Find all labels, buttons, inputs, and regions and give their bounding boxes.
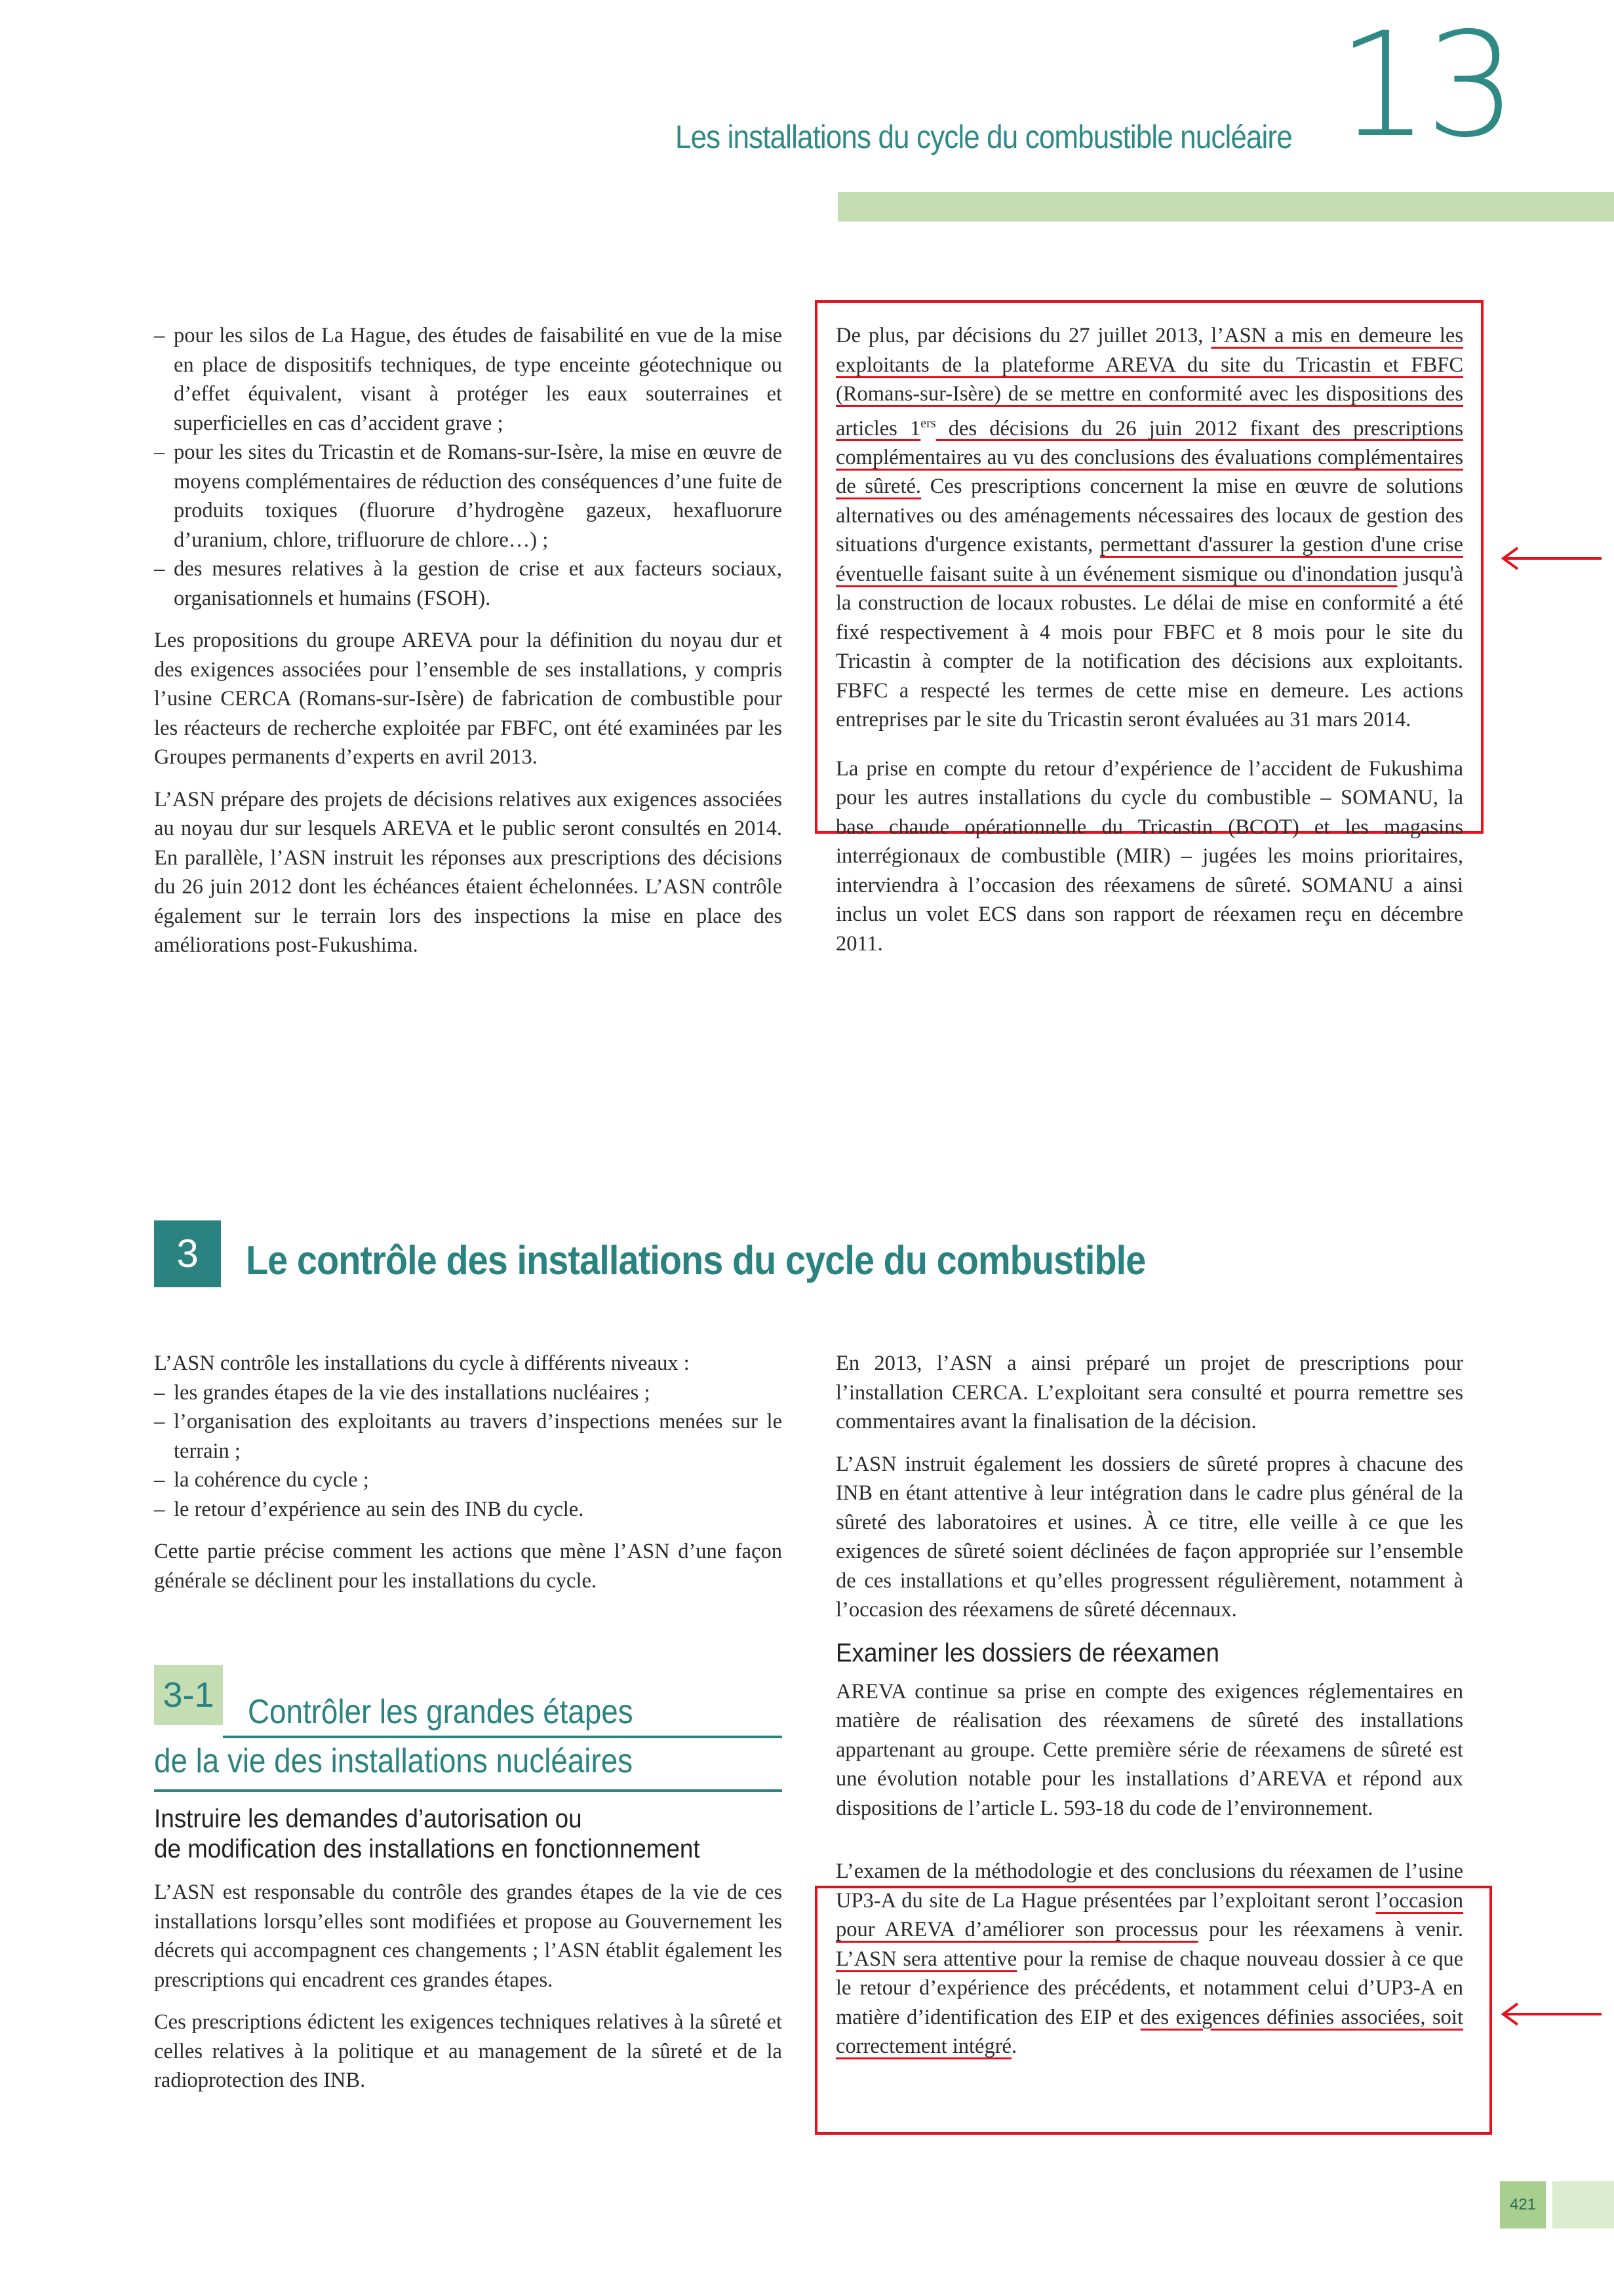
paragraph: Ces prescriptions édictent les exigences techniques relatives à la sûreté et celles relatives à la politique et au management de la sûreté et de la radioprotection des INB.	[154, 2010, 782, 2092]
column-right-top	[836, 321, 1463, 971]
arrow-left-icon	[1498, 2001, 1603, 2027]
underlined-text: des décisions du 26 juin 2012 fixant des prescriptions complémentaires au vu des conclusions des évaluations complémentaires de sûreté.	[836, 416, 1463, 499]
underlined-text: permettant d'assurer la gestion d'une crise éventuelle faisant suite à un événement sismique ou d'inondation	[836, 533, 1463, 586]
paragraph: La prise en compte du retour d’expérience de l’accident de Fukushima pour les autres installations du cycle du combustible – SOMANU, la base chaude opérationnelle du Tricastin (BCOT) et les magasins interrégionaux de combustible (MIR) – jugées les moins prioritaires, interviendra à l’occasion des réexamens de sûreté. SOMANU a ainsi inclus un volet ECS dans son rapport de réexamen reçu en décembre 2011.	[836, 756, 1463, 956]
boxed-paragraph: L’examen de la méthodologie et des conclusions du réexamen de l’usine UP3-A du site de La Hague présentées par l’exploitant seront l’occasion pour AREVA d’améliorer son processus pour les réexamens à venir. L’ASN sera attentive pour la remise de chaque nouveau dossier à ce que le retour d’expérience des précédents, et notamment celui d’UP3-A en matière d’identification des EIP et des exigences définies associées, soit correctement intégré.	[836, 1859, 1464, 2058]
column-left-middle	[154, 1349, 782, 1608]
paragraph: En 2013, l’ASN a ainsi préparé un projet de prescriptions pour l’installation CERCA. L’exploitant sera consulté et pourra remettre ses commentaires avant la finalisation de la décision.	[836, 1352, 1463, 1433]
subheading: Instruire les demandes d’autorisation ou	[154, 1804, 582, 1833]
chapter-number: 13	[1337, 1, 1513, 169]
subsection-number-badge: 3-1	[154, 1665, 223, 1725]
page-number: 421	[1500, 2181, 1546, 2228]
list-item: – pour les sites du Tricastin et de Romans-sur-Isère, la mise en œuvre de moyens complémentaires de réduction des conséquences d’une fuite de produits toxiques (fluorure d’hydrogène gazeux, hexafluorure d’uranium, chlore, trifluorure de chlore…) ;	[154, 438, 782, 555]
subsection-title-line1: Contrôler les grandes étapes	[248, 1693, 633, 1731]
paragraph: Les propositions du groupe AREVA pour la définition du noyau dur et des exigences associées pour l’ensemble de ses installations, y compris l’usine CERCA (Romans-sur-Isère) de fabrication de combustible pour les réacteurs de recherche exploitée par FBFC, ont été examinées par les Groupes permanents d’experts en avril 2013.	[154, 629, 782, 769]
header-bar	[838, 192, 1614, 222]
paragraph: L’ASN instruit également les dossiers de sûreté propres à chacune des INB en étant attentive à leur intégration dans le cadre plus général de la sûreté des laboratoires et usines. À ce titre, elle veille à ce que les exigences de sûreté soient déclinées de façon appropriée sur l’ensemble de ces installations et qu’elles progressent régulièrement, notamment à l’occasion des réexamens de sûreté décennaux.	[836, 1452, 1463, 1622]
column-left-bottom	[154, 1878, 782, 2109]
list-item: – la cohérence du cycle ;	[154, 1466, 782, 1495]
list-item: – pour les silos de La Hague, des études de faisabilité en vue de la mise en place de dispositifs techniques, de type enceinte géotechnique ou d’effet équivalent, visant à protéger les eaux souterraines et superficielles en cas d’accident grave ;	[154, 321, 782, 438]
footer-bar	[1552, 2181, 1614, 2228]
list-item: – le retour d’expérience au sein des INB du cycle.	[154, 1495, 782, 1525]
list-item: – des mesures relatives à la gestion de crise et aux facteurs sociaux, organisationnels et humains (FSOH).	[154, 555, 782, 613]
paragraph: L’ASN est responsable du contrôle des grandes étapes de la vie de ces installations lorsqu’elles sont modifiées et propose au Gouvernement les décrets qui accompagnent ces changements ; l’ASN établit également les prescriptions qui encadrent ces grandes étapes.	[154, 1880, 782, 1992]
chapter-title: Les installations du cycle du combustible nucléaire	[675, 119, 1292, 155]
list-item: – les grandes étapes de la vie des installations nucléaires ;	[154, 1378, 782, 1408]
subsection-rule	[154, 1789, 782, 1792]
subheading-reexamen: Examiner les dossiers de réexamen	[836, 1638, 1219, 1667]
paragraph: L’ASN contrôle les installations du cycle à différents niveaux :	[154, 1352, 690, 1375]
subheading: de modification des installations en fonctionnement	[154, 1835, 700, 1863]
subsection-rule	[223, 1736, 782, 1738]
section-number-badge: 3	[154, 1220, 221, 1287]
arrow-left-icon	[1498, 545, 1603, 572]
paragraph: AREVA continue sa prise en compte des exigences réglementaires en matière de réalisation des réexamens de sûreté des installations appartenant au groupe. Cette première série de réexamens de sûreté est une évolution notable pour les installations d’AREVA et répond aux dispositions de l’article L. 593-18 du code de l’environnement.	[836, 1679, 1463, 1820]
boxed-paragraph: De plus, par décisions du 27 juillet 2013, l’ASN a mis en demeure les exploitants de la plateforme AREVA du site du Tricastin et FBFC (Romans-sur-Isère) de se mettre en conformité avec les dispositions des articles 1ers des décisions du 26 juin 2012 fixant des prescriptions complémentaires au vu des conclusions des évaluations complémentaires de sûreté. Ces prescriptions concernent la mise en œuvre de solutions alternatives ou des aménagements nécessaires des locaux de gestion des situations d'urgence existants, permettant d'assurer la gestion d'une crise éventuelle faisant suite à un événement sismique ou d'inondation jusqu'à la construction de locaux robustes. Le délai de mise en conformité a été fixé respectivement à 4 mois pour FBFC et 8 mois pour le site du Tricastin à compter de la notification des décisions aux exploitants. FBFC a respecté les termes de cette mise en demeure. Les actions entreprises par le site du Tricastin seront évaluées au 31 mars 2014.	[836, 324, 1463, 732]
paragraph: Cette partie précise comment les actions que mène l’ASN d’une façon générale se déclinent pour les installations du cycle.	[154, 1540, 782, 1593]
paragraph: L’ASN prépare des projets de décisions relatives aux exigences associées au noyau dur sur lesquels AREVA et le public seront consultés en 2014. En parallèle, l’ASN instruit les réponses aux prescriptions des décisions du 26 juin 2012 dont les échéances étaient échelonnées. L’ASN contrôle également sur le terrain lors des inspections la mise en place des améliorations post-Fukushima.	[154, 787, 782, 957]
underlined-text: l’occasion pour AREVA d’améliorer son processus	[836, 1888, 1463, 1941]
column-left-top	[154, 321, 782, 973]
underlined-text: L’ASN sera attentive	[836, 1947, 1017, 1971]
underlined-text: des exigences définies associées, soit correctement intégré	[836, 2005, 1463, 2058]
underlined-text: l’ASN a mis en demeure les exploitants de la plateforme AREVA du site du Tricastin et FBFC (Romans-sur-Isère) de se mettre en conformité avec les dispositions des articles 1	[836, 324, 1463, 440]
subsection-title-line2: de la vie des installations nucléaires	[154, 1742, 633, 1780]
highlight-box-bottom	[815, 1886, 1492, 2135]
list-item: – l’organisation des exploitants au travers d’inspections menées sur le terrain ;	[154, 1407, 782, 1466]
section-title: Le contrôle des installations du cycle du combustible	[246, 1238, 1146, 1283]
